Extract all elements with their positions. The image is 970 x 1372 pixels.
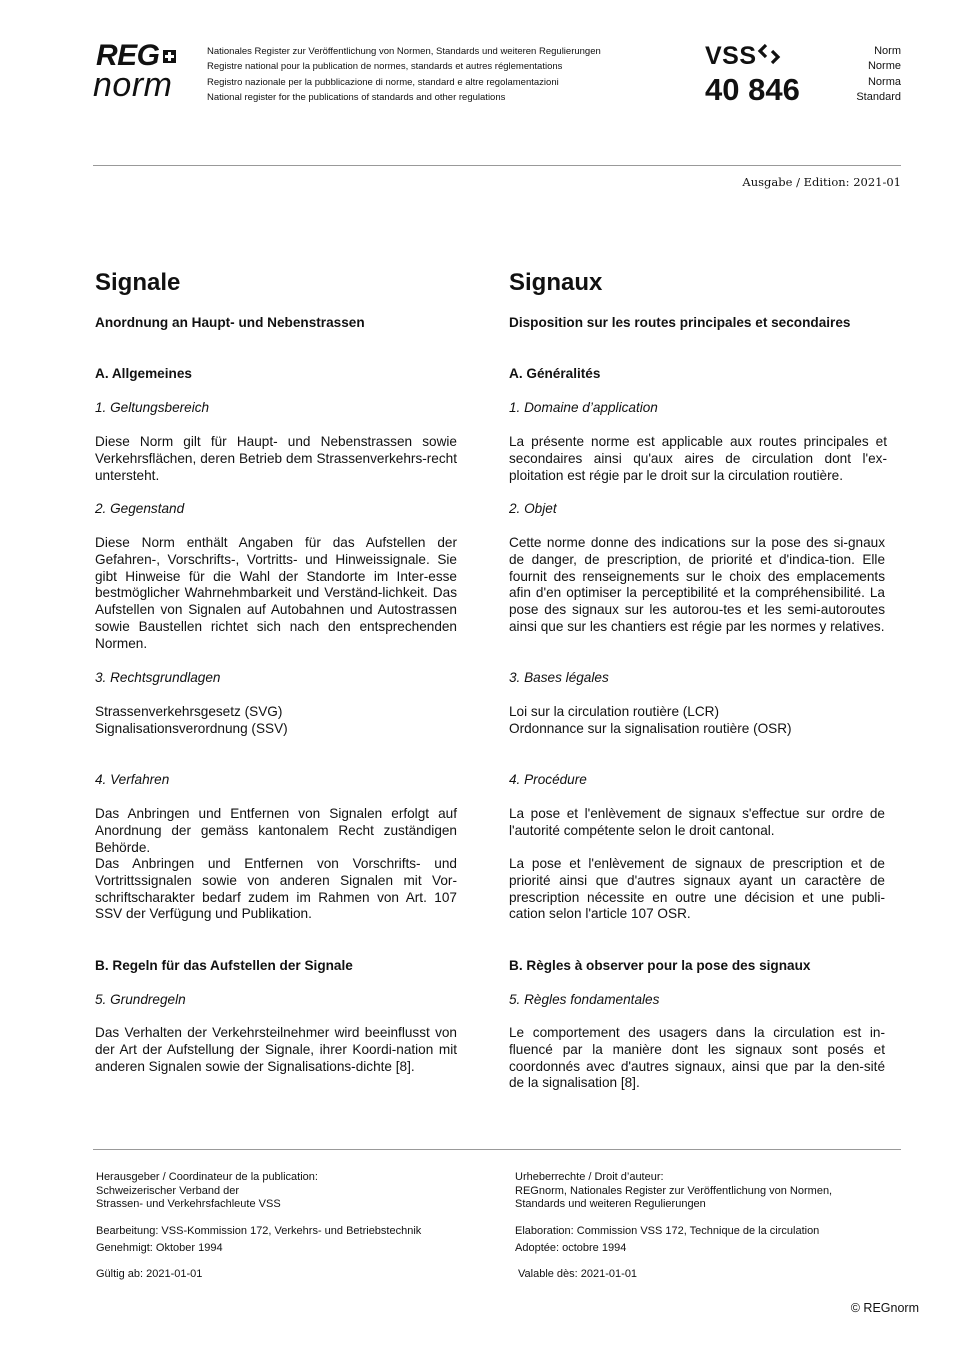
type-de: Norm	[874, 45, 901, 57]
swiss-cross-icon	[163, 50, 176, 63]
s3-law-2-fr: Ordonnance sur la signalisation routière (OSR)	[509, 721, 792, 736]
copyright-block	[515, 1171, 832, 1212]
s5-heading-de: 5. Grundregeln	[95, 992, 186, 1007]
publisher-line-1: Schweizerischer Verband der	[96, 1184, 240, 1197]
footer-divider	[93, 1149, 901, 1150]
publisher-label: Herausgeber / Coordinateur de la publication:	[96, 1171, 318, 1183]
register-line-en: National register for the publications of standards and other regulations	[207, 92, 506, 104]
title-fr: Signaux	[509, 269, 603, 296]
valid-from-fr: Valable dès: 2021-01-01	[518, 1268, 638, 1280]
s3-law-2-de: Signalisationsverordnung (SSV)	[95, 721, 288, 736]
s3-heading-fr: 3. Bases légales	[509, 670, 609, 685]
regnorm-logo-reg: REG	[96, 40, 176, 72]
s4-text-2-de: Das Anbringen und Entfernen von Vorschrifts- und Vortrittssignalen sowie von anderen Signalen mit Vor-schriftscharakter bedarf zudem im Rahmen von Art. 107 SSV der Verfügung und Publikation.	[95, 856, 457, 922]
publisher-block	[96, 1171, 318, 1212]
section-a-heading-fr: A. Généralités	[509, 366, 601, 381]
s5-heading-fr: 5. Règles fondamentales	[509, 992, 660, 1007]
s3-law-1-fr: Loi sur la circulation routière (LCR)	[509, 704, 720, 719]
s1-heading-de: 1. Geltungsbereich	[95, 400, 210, 415]
subtitle-de: Anordnung an Haupt- und Nebenstrassen	[95, 315, 365, 330]
register-line-de: Nationales Register zur Veröffentlichung von Normen, Standards und weiteren Regulierungen	[207, 46, 601, 57]
title-de: Signale	[95, 269, 181, 296]
valid-from-de: Gültig ab: 2021-01-01	[96, 1268, 203, 1280]
header-divider	[93, 165, 901, 166]
type-en: Standard	[856, 90, 901, 103]
publisher-line-2: Strassen- und Verkehrsfachleute VSS	[96, 1198, 281, 1211]
s2-text-fr: Cette norme donne des indications sur la pose des si-gnaux de danger, de prescription, de priorité et d'indica-tion. Elle fournit des renseignements sur le choix des emplacements afin d'en optimiser la perceptibilité et la compréhensibilité. La pose des signaux sur les autorou-tes et les semi-autoroutes ainsi que sur les chantiers est régie par les normes y relatives.	[509, 535, 885, 634]
s3-heading-de: 3. Rechtsgrundlagen	[95, 670, 221, 685]
section-b-heading-fr: B. Règles à observer pour la pose des signaux	[509, 958, 811, 973]
editing-commission-fr: Elaboration: Commission VSS 172, Technique de la circulation	[515, 1225, 820, 1237]
type-fr: Norme	[867, 60, 901, 73]
approved-date-fr: Adoptée: octobre 1994	[515, 1241, 627, 1254]
s4-heading-fr: 4. Procédure	[509, 772, 587, 787]
standard-number: 40 846	[705, 72, 800, 107]
document-type	[856, 44, 901, 105]
vss-logo: VSS	[705, 42, 783, 71]
copyright-label: Urheberrechte / Droit d’auteur:	[515, 1171, 664, 1183]
s5-text-fr: Le comportement des usagers dans la circulation est in-fluencé par la manière dont les signaux sont posés et coordonnés avec d'autres signaux, ainsi que par la den-sité de la signalisation [8].	[509, 1025, 885, 1091]
section-a-heading-de: A. Allgemeines	[95, 366, 192, 381]
s5-text-de: Das Verhalten der Verkehrsteilnehmer wird beeinflusst von der Art der Aufstellung der Signale, ihrer Koordi-nation mit anderen Signalen sowie der Signalisations-dichte [8].	[95, 1025, 457, 1074]
type-it: Norma	[867, 75, 901, 88]
s3-law-1-de: Strassenverkehrsgesetz (SVG)	[95, 704, 283, 719]
editing-commission-de: Bearbeitung: VSS-Kommission 172, Verkehrs- und Betriebstechnik	[96, 1225, 422, 1237]
s4-text-1-fr: La pose et l'enlèvement de signaux s'effectue sur ordre de l'autorité compétente selon le droit cantonal.	[509, 806, 885, 838]
approved-date-de: Genehmigt: Oktober 1994	[96, 1241, 223, 1254]
editing-block-de	[96, 1225, 421, 1255]
regnorm-logo-norm: norm	[93, 66, 173, 104]
copyright-line-1: REGnorm, Nationales Register zur Veröffentlichung von Normen,	[515, 1184, 833, 1197]
s2-text-de: Diese Norm enthält Angaben für das Aufstellen der Gefahren-, Vorschrifts-, Vortritts- und Hinweissignale. Sie gibt Hinweise für die Wahl der Standorte im Inter-esse bestmöglicher Wahrnehmbarkeit und Verständ-lichkeit. Das Aufstellen von Signalen auf Autobahnen und Autostrassen sowie Baustellen richtet sich nach den entsprechenden Normen.	[95, 535, 457, 651]
s1-text-fr: La présente norme est applicable aux routes principales et secondaires ainsi qu'aux aires de circulation dont l'ex-ploitation est régie par le droit sur la circulation routière.	[509, 434, 887, 483]
register-line-it: Registro nazionale per la pubblicazione di norme, standard e altre regolamentazioni	[207, 76, 559, 88]
editing-block-fr	[515, 1225, 819, 1255]
s4-heading-de: 4. Verfahren	[95, 772, 170, 787]
s4-text-2-fr: La pose et l'enlèvement de signaux de prescription et de priorité ainsi que d'autres signaux ayant un caractère de prescription nécessite en outre une décision et une publi-cation selon l'article 107 OSR.	[509, 856, 885, 922]
edition-date: Ausgabe / Edition: 2021-01	[742, 175, 901, 189]
subtitle-fr: Disposition sur les routes principales et secondaires	[509, 315, 851, 330]
vss-arrows-icon	[757, 43, 783, 71]
s2-heading-de: 2. Gegenstand	[95, 501, 185, 516]
copyright-line-2: Standards und weiteren Regulierungen	[515, 1198, 706, 1211]
s4-text-1-de: Das Anbringen und Entfernen von Signalen erfolgt auf Anordnung der gemäss kantonalem Recht zuständigen Behörde.	[95, 806, 457, 855]
copyright-mark: © REGnorm	[850, 1301, 919, 1315]
s2-heading-fr: 2. Objet	[509, 501, 557, 516]
register-line-fr: Registre national pour la publication de normes, standards et autres réglementations	[207, 61, 563, 73]
s1-text-de: Diese Norm gilt für Haupt- und Nebenstrassen sowie Verkehrsflächen, deren Betrieb dem Strassenverkehrs-recht untersteht.	[95, 434, 457, 483]
section-b-heading-de: B. Regeln für das Aufstellen der Signale	[95, 958, 353, 973]
register-description	[207, 44, 601, 106]
s1-heading-fr: 1. Domaine d’application	[509, 400, 658, 415]
